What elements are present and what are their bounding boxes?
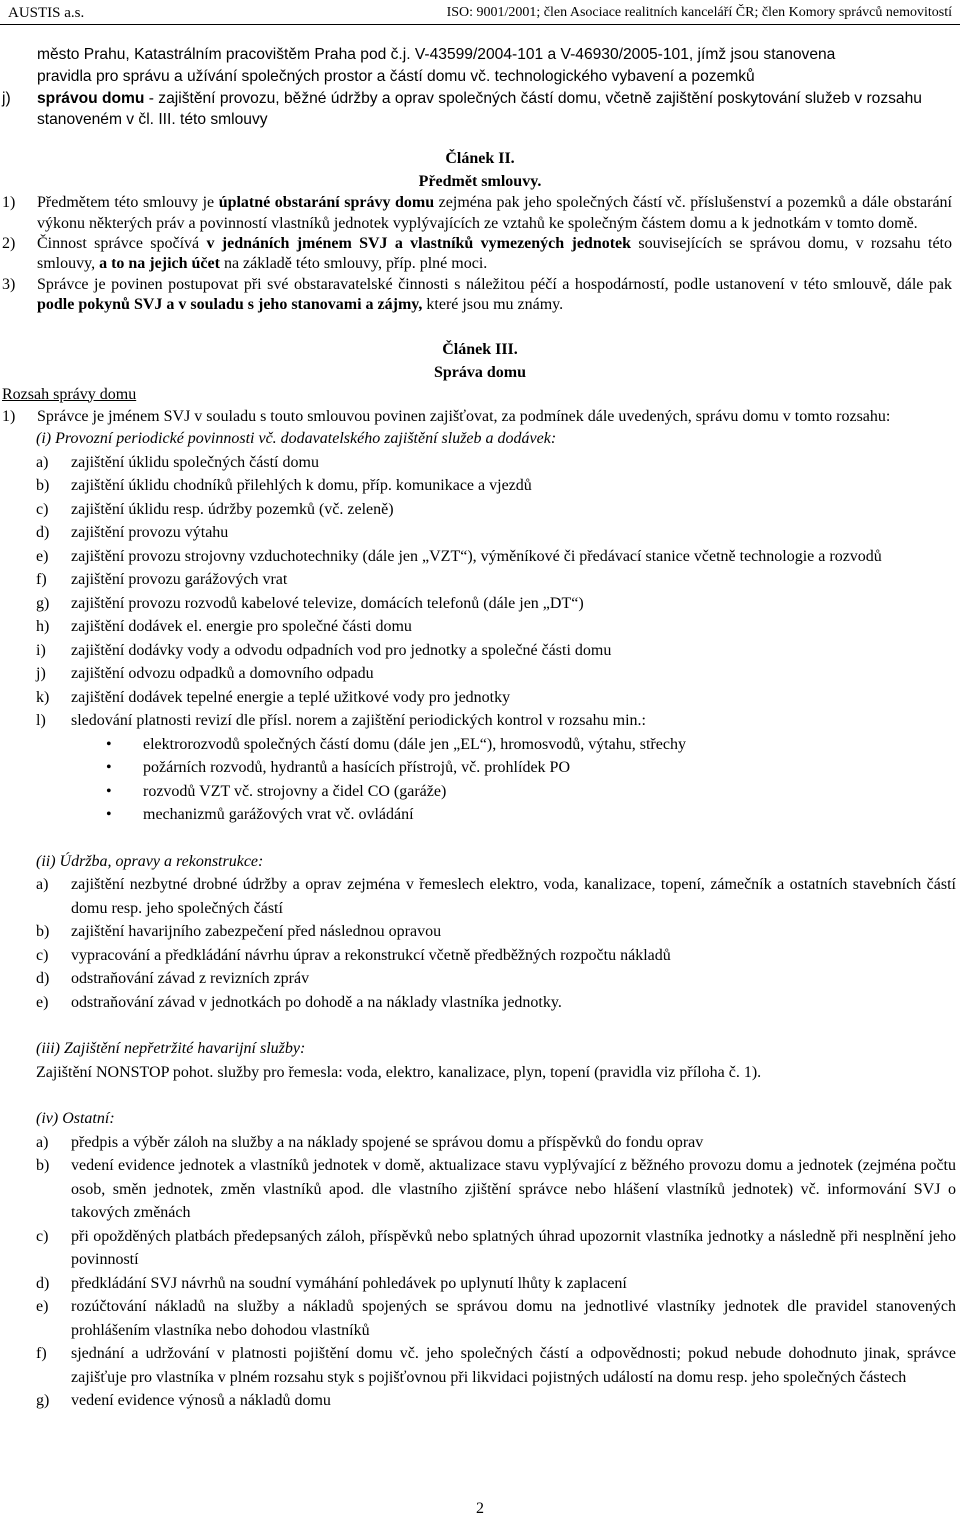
section-ii-title: (ii) Údržba, opravy a rekonstrukce: [36, 852, 264, 870]
certification-note: ISO: 9001/2001; člen Asociace realitních kanceláří ČR; člen Komory správců nemovitostí [446, 5, 952, 20]
item-text: zajištění úklidu společných částí domu [71, 453, 319, 471]
para-number: 3) [2, 275, 16, 293]
list-item [0, 498, 960, 522]
list-item [0, 545, 960, 569]
item-text: - zajištění provozu, běžné údržby a oprav společných částí domu, včetně zajištění poskytování služeb v rozsahu stanoveném v čl. III. této smlouvy [37, 89, 922, 129]
para-text: Činnost správce spočívá [37, 235, 207, 252]
item-marker: j) [36, 665, 46, 683]
bullet-icon: • [106, 806, 112, 824]
item-text: vedení evidence jednotek a vlastníků jednotek v domě, aktualizace stavu vyplývající z běžného provozu domu a jednotek (zejména počtu osob, směn jednotek, změn vlastníků apod. dle vlastního zjištění správce nebo hlášení vlastníků jednotek) vč. informování SVJ o takových změnách [71, 1157, 956, 1222]
bullet-text: požárních rozvodů, hydrantů a hasících přístrojů, vč. prohlídek PO [143, 759, 570, 777]
item-marker: j) [2, 89, 11, 107]
item-marker: e) [36, 547, 49, 565]
section-iv-title: (iv) Ostatní: [36, 1110, 115, 1128]
item-marker: d) [36, 524, 50, 542]
list-item [0, 521, 960, 545]
section-iii-title: (iii) Zajištění nepřetržité havarijní služby: [36, 1040, 306, 1058]
item-marker: g) [36, 1392, 50, 1410]
item-text: zajištění nezbytné drobné údržby a oprav zejména v řemeslech elektro, voda, kanalizace, topení, zámečník a ostatních stavebních částí domu resp. jeho společných částí [71, 876, 956, 917]
item-text: zajištění dodávek tepelné energie a teplé užitkové vody pro jednotky [71, 688, 511, 706]
para-number: 1) [2, 194, 16, 212]
intro-block [0, 44, 960, 131]
list-item [0, 451, 960, 475]
item-marker: b) [36, 477, 50, 495]
item-text: zajištění dodávky vody a odvodu odpadních vod pro jednotky a společné části domu [71, 641, 612, 659]
list-item [0, 1389, 960, 1413]
item-marker: f) [36, 1345, 47, 1363]
list-item [0, 662, 960, 686]
para-text: zejména pak jeho společných částí vč. příslušenství a pozemků a dále obstarání výkonu některých práv a povinností vlastníků jednotek vyplývajících ze vztahů ke společným částem domu a k jednotkám v tomto domě. [37, 194, 952, 232]
page-number: 2 [476, 1500, 484, 1517]
bullet-item [0, 803, 960, 827]
list-item [0, 967, 960, 991]
article-3-body [0, 383, 960, 1413]
para-text: na základě této smlouvy, příp. plné moci. [219, 255, 488, 273]
bold-phrase: úplatné obstarání správy domu [218, 194, 435, 212]
bullet-icon: • [106, 735, 112, 753]
item-marker: d) [36, 1274, 50, 1292]
item-marker: a) [36, 876, 49, 894]
page-header [0, 0, 960, 28]
bold-phrase: a to na jejich účet [99, 255, 220, 273]
item-marker: l) [36, 712, 46, 730]
article-2-paragraphs [0, 193, 960, 315]
article-2-para-2 [0, 234, 960, 275]
bold-phrase: podle pokynů SVJ a v souladu s jeho stanovami a zájmy, [37, 296, 423, 314]
list-item [0, 1131, 960, 1155]
para-number: 2) [2, 235, 16, 252]
list-item [0, 639, 960, 663]
list-item [0, 592, 960, 616]
para-text: Správce je jménem SVJ v souladu s touto smlouvou povinen zajišťovat, za podmínek dále uvedených, správu domu v tomto rozsahu: [37, 408, 891, 426]
list-item [0, 991, 960, 1015]
item-text: vedení evidence výnosů a nákladů domu [71, 1392, 331, 1410]
item-marker: e) [36, 1298, 49, 1316]
item-text: rozúčtování nákladů na služby a nákladů spojených se správou domu na jednotlivé vlastníky jednotek dle pravidel stanovených prohlášením vlastníka nebo dohodou vlastníků [71, 1298, 956, 1339]
bullet-icon: • [106, 759, 112, 777]
item-marker: c) [36, 1227, 49, 1245]
item-marker: b) [36, 1157, 50, 1175]
item-marker: e) [36, 993, 49, 1011]
para-text: Předmětem této smlouvy je [37, 194, 219, 212]
article-3-subheading: Správa domu [433, 363, 527, 381]
item-marker: a) [36, 1133, 49, 1151]
item-text: odstraňování závad v jednotkách po dohodě a na náklady vlastníka jednotky. [71, 993, 562, 1011]
item-text: zajištění provozu rozvodů kabelové televize, domácích telefonů (dále jen „DT“) [71, 594, 584, 612]
revision-bullet-list [0, 733, 960, 827]
para-text: souvisejících se správou domu, v rozsahu této smlouvy, [37, 235, 952, 273]
list-item [0, 709, 960, 733]
item-text: zajištění provozu výtahu [71, 524, 229, 542]
item-text: zajištění provozu strojovny vzduchotechniky (dále jen „VZT“), výměníkové či předávací stanice včetně technologie a rozvodů [71, 547, 882, 565]
item-marker: f) [36, 571, 47, 589]
item-marker: a) [36, 453, 49, 471]
article-2-subheading: Předmět smlouvy. [418, 173, 542, 191]
bullet-text: mechanizmů garážových vrat vč. ovládání [143, 806, 414, 824]
list-item [0, 920, 960, 944]
item-marker: c) [36, 946, 49, 964]
article-2-heading: Článek II. [445, 150, 515, 168]
item-text: zajištění úklidu chodníků přilehlých k domu, příp. komunikace a vjezdů [71, 477, 532, 495]
item-marker: d) [36, 970, 50, 988]
section-iii-text: Zajištění NONSTOP pohot. služby pro řemesla: voda, elektro, kanalizace, plyn, topení (pravidla viz příloha č. 1). [36, 1063, 762, 1081]
list-item [0, 474, 960, 498]
bullet-text: elektrorozvodů společných částí domu (dále jen „EL“), hromosvodů, výtahu, střechy [143, 735, 686, 753]
article-3-heading: Článek III. [442, 340, 518, 358]
header-divider [0, 24, 960, 25]
bullet-icon: • [106, 782, 112, 800]
item-text: sledování platnosti revizí dle přísl. norem a zajištění periodických kontrol v rozsahu min.: [71, 712, 646, 730]
bold-phrase: v jednáních jménem SVJ a vlastníků vymezených jednotek [206, 235, 632, 252]
scope-title: Rozsah správy domu [2, 385, 137, 403]
intro-line-1: město Prahu, Katastrálním pracovištěm Praha pod č.j. V-43599/2004-101 a V-46930/2005-101, jímž jsou stanovena [37, 46, 836, 63]
item-marker: i) [36, 641, 46, 659]
para-text: které jsou mu známy. [422, 296, 564, 314]
item-text: předkládání SVJ návrhů na soudní vymáhání pohledávek po uplynutí lhůty k zaplacení [71, 1274, 627, 1292]
list-item [0, 944, 960, 968]
item-text: při opožděných platbách předepsaných záloh, příspěvků nebo splatných úhrad upozornit vlastníka jednotky a následně při nesplnění jeho povinností [71, 1227, 956, 1269]
document-body [0, 44, 960, 1413]
item-text: sjednání a udržování v platnosti pojištění domu vč. jeho společných částí a odpovědnosti; pokud nebude dohodnuto jinak, správce zajišťuje pro vlastníka v plném rozsahu styk s pojišťovnou při likvidaci pojistných událostí na domu resp. jeho společných částech [71, 1345, 956, 1386]
item-marker: g) [36, 594, 50, 612]
item-marker: b) [36, 923, 50, 941]
list-item [0, 615, 960, 639]
bullet-text: rozvodů VZT vč. strojovny a čidel CO (garáže) [143, 782, 447, 800]
section-ii-list [0, 873, 960, 1014]
item-marker: c) [36, 500, 49, 518]
list-item [0, 686, 960, 710]
section-iv-list [0, 1131, 960, 1413]
item-marker: h) [36, 618, 50, 636]
item-marker: k) [36, 688, 50, 706]
article-3-para-1 [0, 406, 960, 427]
list-item [0, 1272, 960, 1296]
bullet-item [0, 756, 960, 780]
bold-phrase: správou domu [37, 89, 145, 107]
item-text: vypracování a předkládání návrhu úprav a rekonstrukcí včetně předběžných rozpočtu nákladů [71, 946, 671, 964]
list-item [0, 1342, 960, 1389]
item-text: předpis a výběr záloh na služby a na náklady spojené se správou domu a příspěvků do fondu oprav [71, 1133, 704, 1151]
item-text: odstraňování závad z revizních zpráv [71, 970, 310, 988]
item-text: zajištění dodávek el. energie pro společné části domu [71, 618, 412, 636]
item-text: zajištění provozu garážových vrat [71, 571, 288, 589]
intro-item-j [0, 88, 960, 132]
list-item [0, 568, 960, 592]
list-item [0, 1154, 960, 1225]
bullet-item [0, 733, 960, 757]
bullet-item [0, 780, 960, 804]
company-name: AUSTIS a.s. [8, 5, 85, 21]
para-text: Správce je povinen postupovat při své obstaravatelské činnosti s náležitou péčí a hospodárností, podle ustanovení v této smlouvě, dále pak [37, 275, 952, 293]
section-i-title: (i) Provozní periodické povinnosti vč. dodavatelského zajištění služeb a dodávek: [36, 430, 557, 448]
intro-line-2: pravidla pro správu a užívání společných prostor a částí domu vč. technologického vybavení a pozemků [37, 67, 755, 85]
item-text: zajištění odvozu odpadků a domovního odpadu [71, 665, 374, 683]
item-text: zajištění úklidu resp. údržby pozemků (vč. zeleně) [71, 500, 394, 518]
item-text: zajištění havarijního zabezpečení před následnou opravou [71, 923, 442, 941]
section-i-list [0, 451, 960, 733]
list-item [0, 873, 960, 920]
article-2-para-1 [0, 193, 960, 234]
list-item [0, 1225, 960, 1272]
article-2-para-3 [0, 275, 960, 316]
para-number: 1) [2, 408, 16, 426]
list-item [0, 1295, 960, 1342]
